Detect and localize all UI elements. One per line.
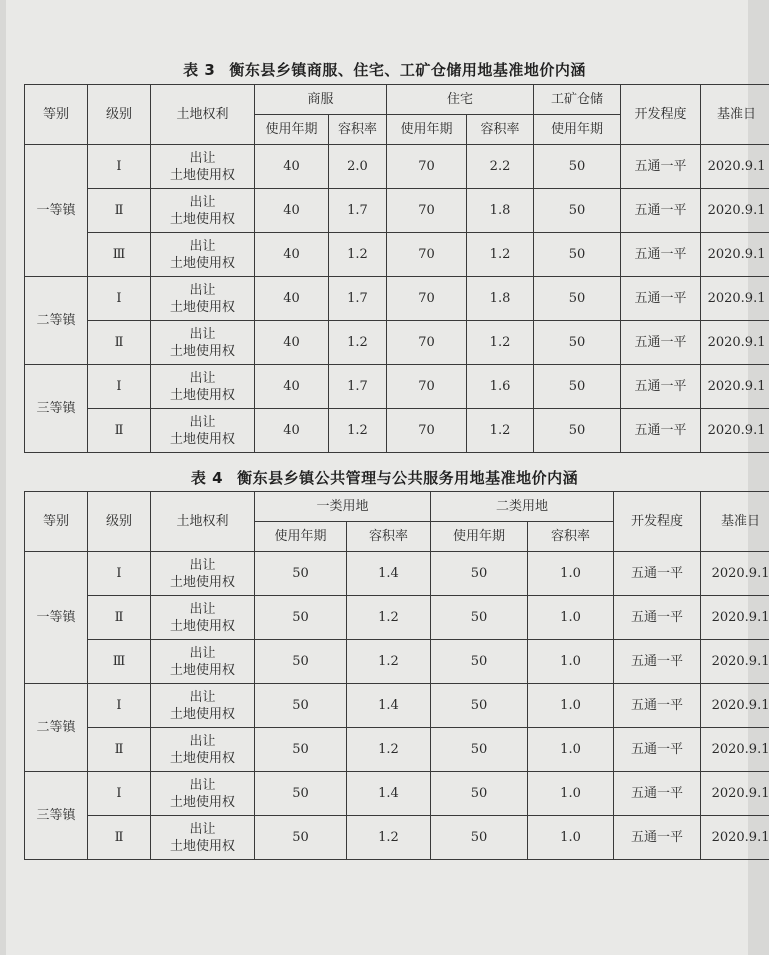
land-right-line2: 土地使用权 [169, 387, 235, 403]
level-cell: Ⅱ [88, 321, 151, 365]
land-right-cell [151, 596, 255, 640]
class-one-far-cell: 1.2 [347, 816, 431, 860]
header-class-two: 二类用地 [431, 492, 614, 522]
table-row [25, 728, 769, 772]
table4-caption-text: 衡东县乡镇公共管理与公共服务用地基准地价内涵 [237, 469, 579, 487]
class-two-years-cell: 50 [431, 728, 528, 772]
commercial-years-cell: 40 [255, 321, 329, 365]
level-cell: Ⅰ [88, 145, 151, 189]
industrial-years-cell: 50 [534, 145, 621, 189]
industrial-years-cell: 50 [534, 189, 621, 233]
land-right-line2: 土地使用权 [169, 431, 235, 447]
table-row [25, 277, 769, 321]
commercial-years-cell: 40 [255, 145, 329, 189]
header-development: 开发程度 [621, 85, 701, 145]
class-one-far-cell: 1.4 [347, 552, 431, 596]
commercial-far-cell: 1.7 [329, 277, 387, 321]
development-cell: 五通一平 [614, 728, 701, 772]
land-right-line1: 出让 [189, 194, 216, 210]
development-cell: 五通一平 [614, 552, 701, 596]
table3-caption-number: 表 3 [183, 61, 216, 79]
table4-caption-number: 表 4 [190, 469, 224, 487]
class-one-far-cell: 1.2 [347, 596, 431, 640]
table-row [25, 552, 769, 596]
header-residential: 住宅 [387, 85, 534, 115]
residential-far-cell: 1.6 [467, 365, 534, 409]
land-right-cell [151, 816, 255, 860]
level-cell: Ⅰ [88, 552, 151, 596]
commercial-far-cell: 1.2 [329, 409, 387, 453]
class-two-far-cell: 1.0 [528, 552, 614, 596]
industrial-years-cell: 50 [534, 233, 621, 277]
development-cell: 五通一平 [614, 596, 701, 640]
table4 [24, 491, 769, 860]
commercial-far-cell: 2.0 [329, 145, 387, 189]
residential-years-cell: 70 [387, 233, 467, 277]
table-row [25, 189, 769, 233]
residential-far-cell: 1.8 [467, 277, 534, 321]
residential-far-cell: 1.2 [467, 233, 534, 277]
class-one-far-cell: 1.2 [347, 640, 431, 684]
class-two-years-cell: 50 [431, 772, 528, 816]
development-cell: 五通一平 [614, 640, 701, 684]
land-right-line1: 出让 [189, 821, 216, 837]
base-date-cell: 2020.9.1 [701, 189, 769, 233]
header-level: 级别 [88, 85, 151, 145]
level-cell: Ⅱ [88, 409, 151, 453]
development-cell: 五通一平 [621, 145, 701, 189]
base-date-cell: 2020.9.1 [701, 409, 769, 453]
residential-years-cell: 70 [387, 321, 467, 365]
land-right-line1: 出让 [189, 689, 216, 705]
land-right-cell [151, 684, 255, 728]
table-row [25, 409, 769, 453]
base-date-cell: 2020.9.1 [701, 684, 769, 728]
residential-years-cell: 70 [387, 365, 467, 409]
level-cell: Ⅱ [88, 596, 151, 640]
base-date-cell: 2020.9.1 [701, 321, 769, 365]
header-class-one: 一类用地 [255, 492, 431, 522]
industrial-years-cell: 50 [534, 409, 621, 453]
grade-cell: 一等镇 [25, 145, 88, 277]
table-row [25, 640, 769, 684]
development-cell: 五通一平 [621, 233, 701, 277]
land-right-line1: 出让 [189, 150, 216, 166]
land-right-line2: 土地使用权 [169, 167, 235, 183]
residential-years-cell: 70 [387, 277, 467, 321]
land-right-line2: 土地使用权 [169, 255, 235, 271]
development-cell: 五通一平 [614, 816, 701, 860]
table3-caption [0, 59, 769, 80]
commercial-years-cell: 40 [255, 233, 329, 277]
header-land-right: 土地权利 [151, 492, 255, 552]
class-one-years-cell: 50 [255, 816, 347, 860]
header-far: 容积率 [467, 115, 534, 145]
residential-far-cell: 1.8 [467, 189, 534, 233]
level-cell: Ⅱ [88, 728, 151, 772]
grade-cell: 三等镇 [25, 772, 88, 860]
land-right-line1: 出让 [189, 414, 216, 430]
industrial-years-cell: 50 [534, 321, 621, 365]
table4-body [25, 492, 769, 860]
base-date-cell: 2020.9.1 [701, 145, 769, 189]
header-far: 容积率 [528, 522, 614, 552]
table4-caption [0, 467, 769, 488]
header-far: 容积率 [347, 522, 431, 552]
land-right-line2: 土地使用权 [169, 838, 235, 854]
class-two-years-cell: 50 [431, 640, 528, 684]
table3-caption-text: 衡东县乡镇商服、住宅、工矿仓储用地基准地价内涵 [229, 61, 586, 79]
table-row [25, 816, 769, 860]
residential-years-cell: 70 [387, 189, 467, 233]
class-two-far-cell: 1.0 [528, 684, 614, 728]
commercial-far-cell: 1.7 [329, 365, 387, 409]
header-level: 级别 [88, 492, 151, 552]
table-row [25, 145, 769, 189]
class-one-far-cell: 1.2 [347, 728, 431, 772]
table-row [25, 772, 769, 816]
land-right-line1: 出让 [189, 238, 216, 254]
level-cell: Ⅰ [88, 365, 151, 409]
table3-body [25, 85, 769, 453]
land-right-cell [151, 552, 255, 596]
industrial-years-cell: 50 [534, 365, 621, 409]
header-far: 容积率 [329, 115, 387, 145]
land-right-line2: 土地使用权 [169, 211, 235, 227]
commercial-years-cell: 40 [255, 277, 329, 321]
level-cell: Ⅲ [88, 640, 151, 684]
land-right-line2: 土地使用权 [169, 662, 235, 678]
table-row [25, 233, 769, 277]
class-one-years-cell: 50 [255, 772, 347, 816]
header-development: 开发程度 [614, 492, 701, 552]
commercial-far-cell: 1.2 [329, 321, 387, 365]
land-right-line1: 出让 [189, 370, 216, 386]
header-use-years: 使用年期 [534, 115, 621, 145]
land-right-line2: 土地使用权 [169, 706, 235, 722]
header-use-years: 使用年期 [431, 522, 528, 552]
base-date-cell: 2020.9.1 [701, 816, 769, 860]
base-date-cell: 2020.9.1 [701, 772, 769, 816]
land-right-line1: 出让 [189, 733, 216, 749]
level-cell: Ⅰ [88, 772, 151, 816]
base-date-cell: 2020.9.1 [701, 552, 769, 596]
land-right-line1: 出让 [189, 326, 216, 342]
grade-cell: 二等镇 [25, 277, 88, 365]
table-row [25, 365, 769, 409]
land-right-cell [151, 772, 255, 816]
base-date-cell: 2020.9.1 [701, 233, 769, 277]
development-cell: 五通一平 [614, 772, 701, 816]
grade-cell: 二等镇 [25, 684, 88, 772]
base-date-cell: 2020.9.1 [701, 596, 769, 640]
class-two-years-cell: 50 [431, 684, 528, 728]
residential-years-cell: 70 [387, 409, 467, 453]
header-land-right: 土地权利 [151, 85, 255, 145]
level-cell: Ⅰ [88, 277, 151, 321]
level-cell: Ⅱ [88, 189, 151, 233]
table-row [25, 596, 769, 640]
class-one-years-cell: 50 [255, 684, 347, 728]
land-right-cell [151, 233, 255, 277]
land-right-line2: 土地使用权 [169, 299, 235, 315]
grade-cell: 三等镇 [25, 365, 88, 453]
land-right-cell [151, 728, 255, 772]
header-use-years: 使用年期 [255, 115, 329, 145]
land-right-cell [151, 145, 255, 189]
class-two-far-cell: 1.0 [528, 728, 614, 772]
base-date-cell: 2020.9.1 [701, 277, 769, 321]
land-right-line1: 出让 [189, 601, 216, 617]
land-right-cell [151, 409, 255, 453]
header-commercial: 商服 [255, 85, 387, 115]
commercial-far-cell: 1.2 [329, 233, 387, 277]
level-cell: Ⅰ [88, 684, 151, 728]
land-right-line2: 土地使用权 [169, 794, 235, 810]
class-one-far-cell: 1.4 [347, 772, 431, 816]
grade-cell: 一等镇 [25, 552, 88, 684]
header-use-years: 使用年期 [387, 115, 467, 145]
residential-far-cell: 2.2 [467, 145, 534, 189]
commercial-years-cell: 40 [255, 189, 329, 233]
class-two-years-cell: 50 [431, 596, 528, 640]
land-right-cell [151, 640, 255, 684]
class-two-far-cell: 1.0 [528, 816, 614, 860]
table-row [25, 321, 769, 365]
commercial-years-cell: 40 [255, 365, 329, 409]
header-grade: 等别 [25, 85, 88, 145]
industrial-years-cell: 50 [534, 277, 621, 321]
level-cell: Ⅲ [88, 233, 151, 277]
class-one-years-cell: 50 [255, 552, 347, 596]
land-right-cell [151, 277, 255, 321]
land-right-cell [151, 321, 255, 365]
land-right-cell [151, 365, 255, 409]
development-cell: 五通一平 [621, 365, 701, 409]
land-right-line1: 出让 [189, 645, 216, 661]
header-grade: 等别 [25, 492, 88, 552]
class-two-years-cell: 50 [431, 816, 528, 860]
development-cell: 五通一平 [621, 189, 701, 233]
class-two-far-cell: 1.0 [528, 772, 614, 816]
header-base-date: 基准日 [701, 492, 769, 552]
header-use-years: 使用年期 [255, 522, 347, 552]
land-right-cell [151, 189, 255, 233]
land-right-line1: 出让 [189, 557, 216, 573]
base-date-cell: 2020.9.1 [701, 640, 769, 684]
development-cell: 五通一平 [621, 409, 701, 453]
base-date-cell: 2020.9.1 [701, 728, 769, 772]
development-cell: 五通一平 [621, 321, 701, 365]
land-right-line1: 出让 [189, 282, 216, 298]
class-one-years-cell: 50 [255, 596, 347, 640]
land-right-line2: 土地使用权 [169, 574, 235, 590]
development-cell: 五通一平 [614, 684, 701, 728]
land-right-line1: 出让 [189, 777, 216, 793]
land-right-line2: 土地使用权 [169, 618, 235, 634]
residential-far-cell: 1.2 [467, 409, 534, 453]
development-cell: 五通一平 [621, 277, 701, 321]
residential-years-cell: 70 [387, 145, 467, 189]
table-row [25, 684, 769, 728]
header-industrial: 工矿仓储 [534, 85, 621, 115]
commercial-years-cell: 40 [255, 409, 329, 453]
class-one-far-cell: 1.4 [347, 684, 431, 728]
level-cell: Ⅱ [88, 816, 151, 860]
class-two-far-cell: 1.0 [528, 640, 614, 684]
commercial-far-cell: 1.7 [329, 189, 387, 233]
land-right-line2: 土地使用权 [169, 343, 235, 359]
header-base-date: 基准日 [701, 85, 769, 145]
class-one-years-cell: 50 [255, 640, 347, 684]
class-two-years-cell: 50 [431, 552, 528, 596]
residential-far-cell: 1.2 [467, 321, 534, 365]
class-two-far-cell: 1.0 [528, 596, 614, 640]
land-right-line2: 土地使用权 [169, 750, 235, 766]
table3 [24, 84, 769, 453]
class-one-years-cell: 50 [255, 728, 347, 772]
base-date-cell: 2020.9.1 [701, 365, 769, 409]
